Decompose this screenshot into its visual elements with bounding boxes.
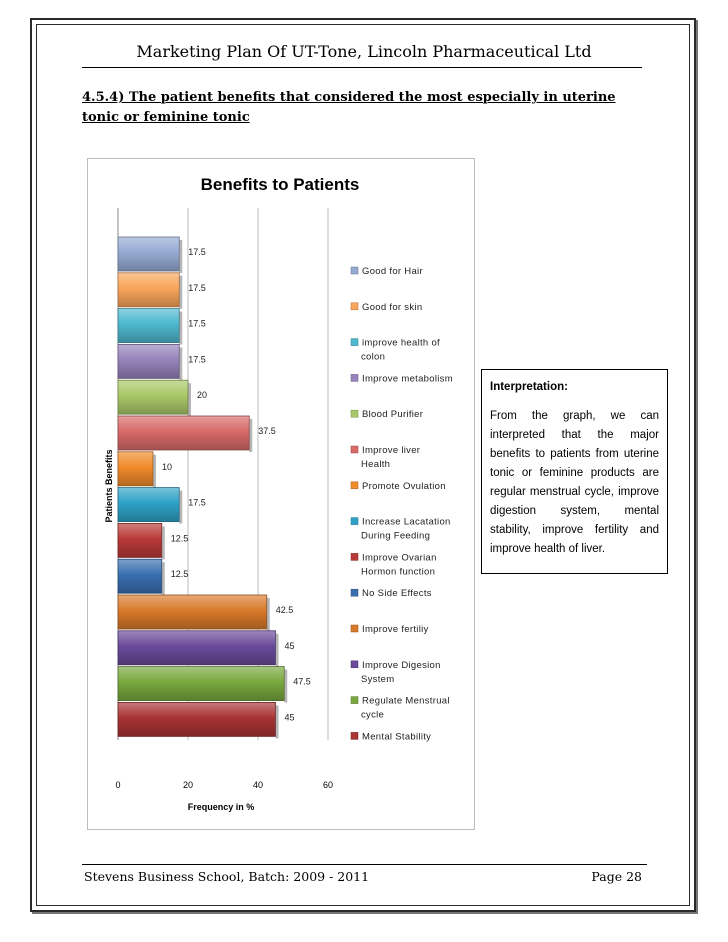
legend-entry-line: Regulate Menstrual (362, 695, 450, 707)
chart-bar-shadow (179, 347, 182, 380)
legend-swatch (351, 697, 358, 704)
legend-swatch (351, 625, 358, 632)
legend-entry-line: Health (361, 459, 391, 470)
chart-data-label: 12.5 (170, 569, 189, 580)
chart-bar (118, 273, 179, 307)
chart-bar (118, 702, 276, 736)
legend-entry-line: improve health of (362, 337, 440, 349)
legend-entry-line: Increase Lacatation (362, 516, 451, 528)
legend-entry-line: Improve fertiliy (362, 624, 429, 635)
legend-entry-line: Good for skin (362, 301, 423, 313)
chart-data-label: 45 (284, 712, 295, 723)
chart-bar-shadow (249, 419, 252, 452)
legend-entry-line: Good for Hair (362, 266, 423, 277)
chart-data-label: 17.5 (188, 282, 206, 293)
legend-swatch (351, 518, 358, 525)
legend-entry-label (362, 624, 429, 635)
footer-school: Stevens Business School, Batch: 2009 - 2011 (84, 869, 370, 884)
legend-entry-line: During Feeding (361, 530, 431, 542)
chart-bar (118, 237, 179, 271)
legend-entry-line: Blood Purifier (362, 409, 424, 421)
section-heading: 4.5.4) The patient benefits that considered the most especially in uterine tonic or feminine tonic (82, 90, 616, 125)
header-rule (82, 67, 642, 68)
chart-bar-shadow (276, 705, 279, 738)
chart-bar (118, 595, 267, 629)
chart-data-label: 12.5 (170, 533, 189, 544)
chart-bar (118, 667, 284, 701)
legend-entry-label (361, 338, 440, 363)
legend-entry-label (362, 373, 453, 384)
footer-rule (82, 864, 647, 865)
chart-bar-shadow (267, 598, 270, 631)
chart-bar-shadow (179, 312, 182, 345)
chart-x-tick-label: 0 (115, 780, 121, 790)
legend-swatch (351, 303, 358, 310)
legend-swatch (351, 661, 358, 668)
legend-entry-label (362, 731, 431, 742)
chart-data-label: 17.5 (188, 497, 206, 508)
legend-swatch (351, 589, 358, 596)
legend-entry-line: No Side Effects (362, 588, 432, 600)
chart-bar (118, 416, 249, 450)
chart-bar-shadow (284, 670, 287, 703)
legend-entry-label (361, 660, 441, 685)
interpretation-box (481, 369, 668, 574)
chart-bar-shadow (162, 526, 165, 559)
chart-bar-shadow (179, 491, 182, 524)
chart-data-label: 17.5 (188, 247, 206, 257)
legend-entry-line: Mental Stability (362, 731, 432, 743)
chart-data-label: 10 (162, 461, 173, 472)
chart-data-label: 42.5 (275, 605, 294, 615)
chart-bar (118, 452, 153, 486)
legend-swatch (351, 446, 358, 453)
chart-title: Benefits to Patients (200, 175, 360, 194)
chart-x-tick-label: 60 (322, 780, 334, 790)
legend-entry-label (362, 266, 423, 277)
chart-x-tick-label: 20 (182, 780, 194, 790)
chart-bar-shadow (162, 562, 165, 595)
legend-swatch (351, 374, 358, 381)
legend-swatch (351, 732, 358, 739)
footer-page-number: Page 28 (591, 869, 642, 884)
legend-entry-line: Improve metabolism (362, 373, 453, 385)
chart-data-label: 20 (197, 390, 208, 401)
legend-swatch (351, 267, 358, 274)
legend-entry-label (362, 588, 432, 599)
chart-bar (118, 344, 179, 378)
legend-entry-line: cycle (361, 709, 385, 721)
legend-swatch (351, 339, 358, 346)
legend-swatch (351, 482, 358, 489)
legend-entry-line: System (361, 673, 395, 685)
legend-entry-line: Improve Ovarian (362, 552, 437, 564)
chart-data-label: 37.5 (258, 426, 276, 436)
chart-data-label: 45 (284, 640, 295, 651)
legend-entry-line: Improve Digesion (362, 659, 441, 671)
chart-bar (118, 488, 179, 522)
chart-data-label: 17.5 (188, 318, 206, 329)
legend-entry-line: Improve liver (362, 445, 421, 456)
legend-entry-label (362, 481, 446, 492)
interpretation-body: From the graph, we can interpreted that the major benefits to patients from uterine tonic or feminine products are regular menstrual cycle, improve digestion system, mental stability, improve fertility and improve health of liver. (490, 410, 659, 555)
chart-bar-shadow (276, 634, 279, 667)
chart-data-label: 17.5 (188, 354, 206, 365)
chart-bar-shadow (179, 240, 182, 273)
chart-bar-shadow (179, 276, 182, 309)
chart-y-axis-label: Patients Benefits (104, 449, 114, 523)
chart-data-label: 47.5 (293, 676, 311, 687)
chart-bar (118, 631, 276, 665)
legend-entry-label (362, 409, 423, 420)
benefits-bar-chart (87, 158, 475, 830)
chart-bar (118, 309, 179, 343)
legend-entry-line: colon (361, 351, 386, 363)
legend-entry-label (361, 696, 450, 721)
chart-bar-shadow (153, 455, 156, 488)
legend-entry-label (361, 445, 420, 470)
page-header-title: Marketing Plan Of UT-Tone, Lincoln Pharmaceutical Ltd (136, 42, 592, 61)
chart-bar (118, 380, 188, 414)
legend-entry-label (361, 552, 437, 577)
legend-entry-label (361, 517, 451, 542)
chart-bars (118, 237, 287, 738)
chart-x-axis-label: Frequency in % (187, 802, 255, 812)
legend-entry-line: Hormon function (361, 566, 436, 578)
interpretation-title: Interpretation: (490, 381, 568, 393)
legend-entry-label (362, 302, 422, 313)
chart-bar (118, 523, 162, 557)
chart-legend (351, 266, 453, 742)
legend-entry-line: Promote Ovulation (362, 480, 446, 492)
legend-swatch (351, 553, 358, 560)
chart-bar (118, 559, 162, 593)
chart-x-ticks (115, 780, 333, 790)
chart-bar-shadow (188, 383, 191, 416)
chart-x-tick-label: 40 (252, 780, 264, 790)
legend-swatch (351, 410, 358, 417)
